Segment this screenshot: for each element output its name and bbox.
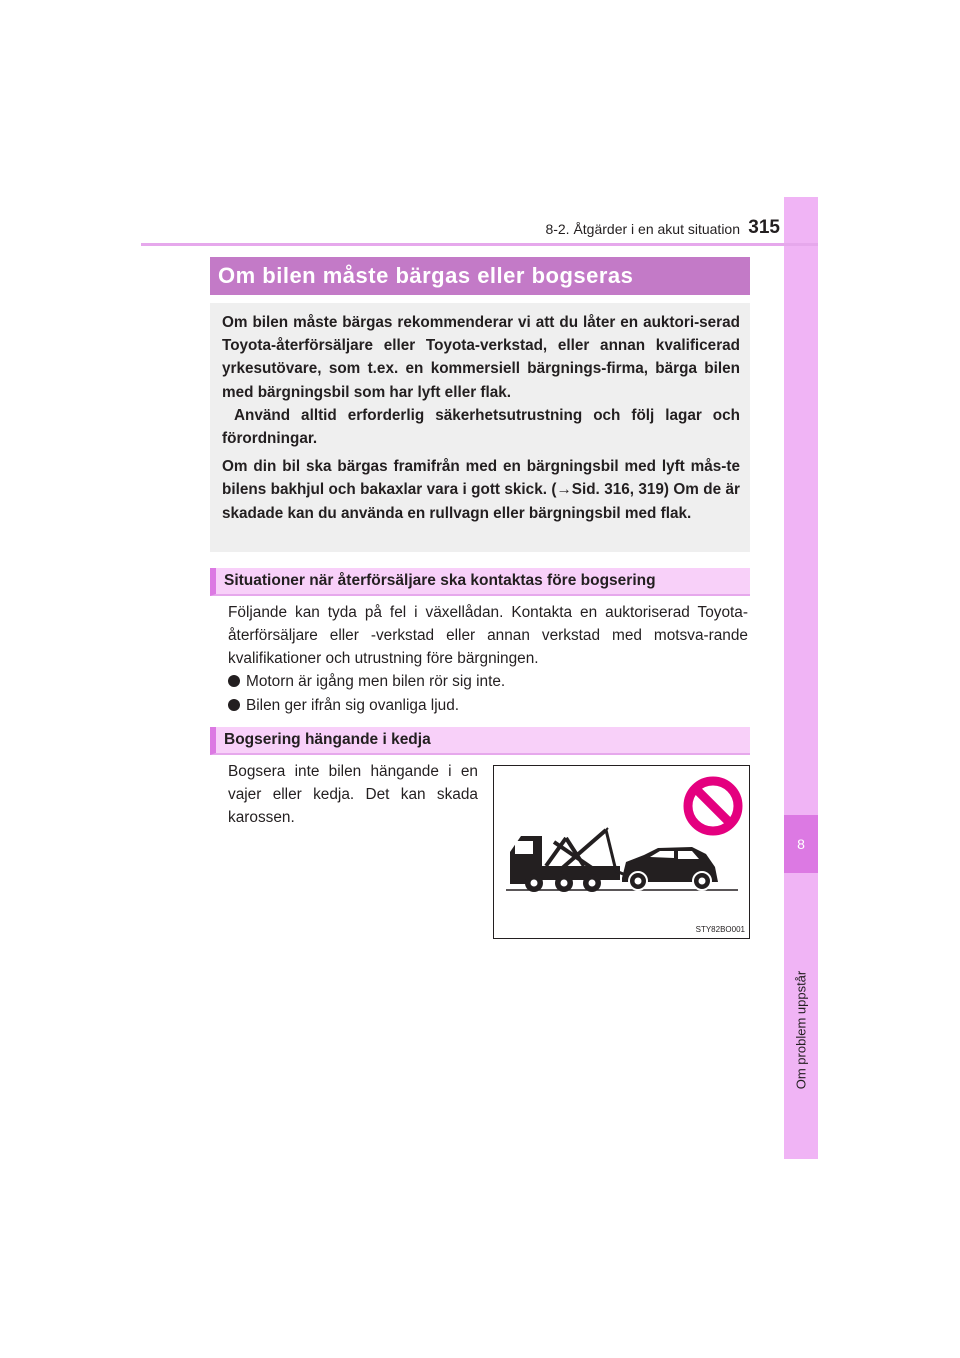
- figure-code: STY82BO001: [695, 925, 745, 934]
- intro-paragraph-2: Använd alltid erforderlig säkerhetsutrustning och följ lagar och förordningar.: [222, 406, 740, 448]
- intro-paragraph-1: Om bilen måste bärgas rekommenderar vi att du låter en auktori-serad Toyota-återförsäljare eller Toyota-verkstad, eller annan kvalificerad yrkesutövare, som t.ex. en kommersiell bärgnings-firma, bärga bilen med bärgningsbil som har lyft eller flak. Använd alltid erforderlig säkerhetsutrustning och följ lagar och förordningar.: [222, 314, 740, 448]
- list-item: Motorn är igång men bilen rör sig inte.: [228, 671, 505, 693]
- intro-box: [210, 303, 750, 552]
- dealer-paragraph: Följande kan tyda på fel i växellådan. Kontakta en auktoriserad Toyota-återförsäljare eller -verkstad eller annan verkstad med motsva-rande kvalifikationer och utrustning före bärgningen.: [228, 604, 748, 668]
- towing-illustration: [493, 765, 750, 939]
- bullet-icon: [228, 675, 240, 687]
- tow-truck-icon: [510, 828, 628, 892]
- chain-paragraph: Bogsera inte bilen hängande i en vajer eller kedja. Det kan skada karossen.: [228, 763, 478, 827]
- chapter-label: Om problem uppstår: [793, 970, 809, 1090]
- page-number: 315: [748, 217, 780, 238]
- main-title: Om bilen måste bärgas eller bogseras: [210, 257, 750, 295]
- header-divider: [141, 243, 818, 246]
- tow-truck-illustration: [494, 766, 749, 938]
- section-heading-dealer: Situationer när återförsäljare ska kontaktas före bogsering: [210, 568, 750, 596]
- header-section-title: 8-2. Åtgärder i en akut situation: [545, 221, 740, 237]
- list-item: Bilen ger ifrån sig ovanliga ljud.: [228, 695, 459, 717]
- arrow-icon: →: [556, 481, 572, 499]
- page-reference-link[interactable]: Sid. 316, 319): [571, 481, 669, 499]
- section-heading-chain: Bogsering hängande i kedja: [210, 727, 750, 755]
- bullet-icon: [228, 699, 240, 711]
- prohibited-icon: [688, 781, 738, 831]
- intro-paragraph-3: Om din bil ska bärgas framifrån med en bärgningsbil med lyft mås-te bilens bakhjul och bakaxlar vara i gott skick. (→Sid. 316, 319) Om de är skadade kan du använda en rullvagn eller bärgningsbil med flak.: [222, 458, 741, 522]
- car-icon: [622, 847, 718, 890]
- chapter-number: 8: [784, 815, 818, 873]
